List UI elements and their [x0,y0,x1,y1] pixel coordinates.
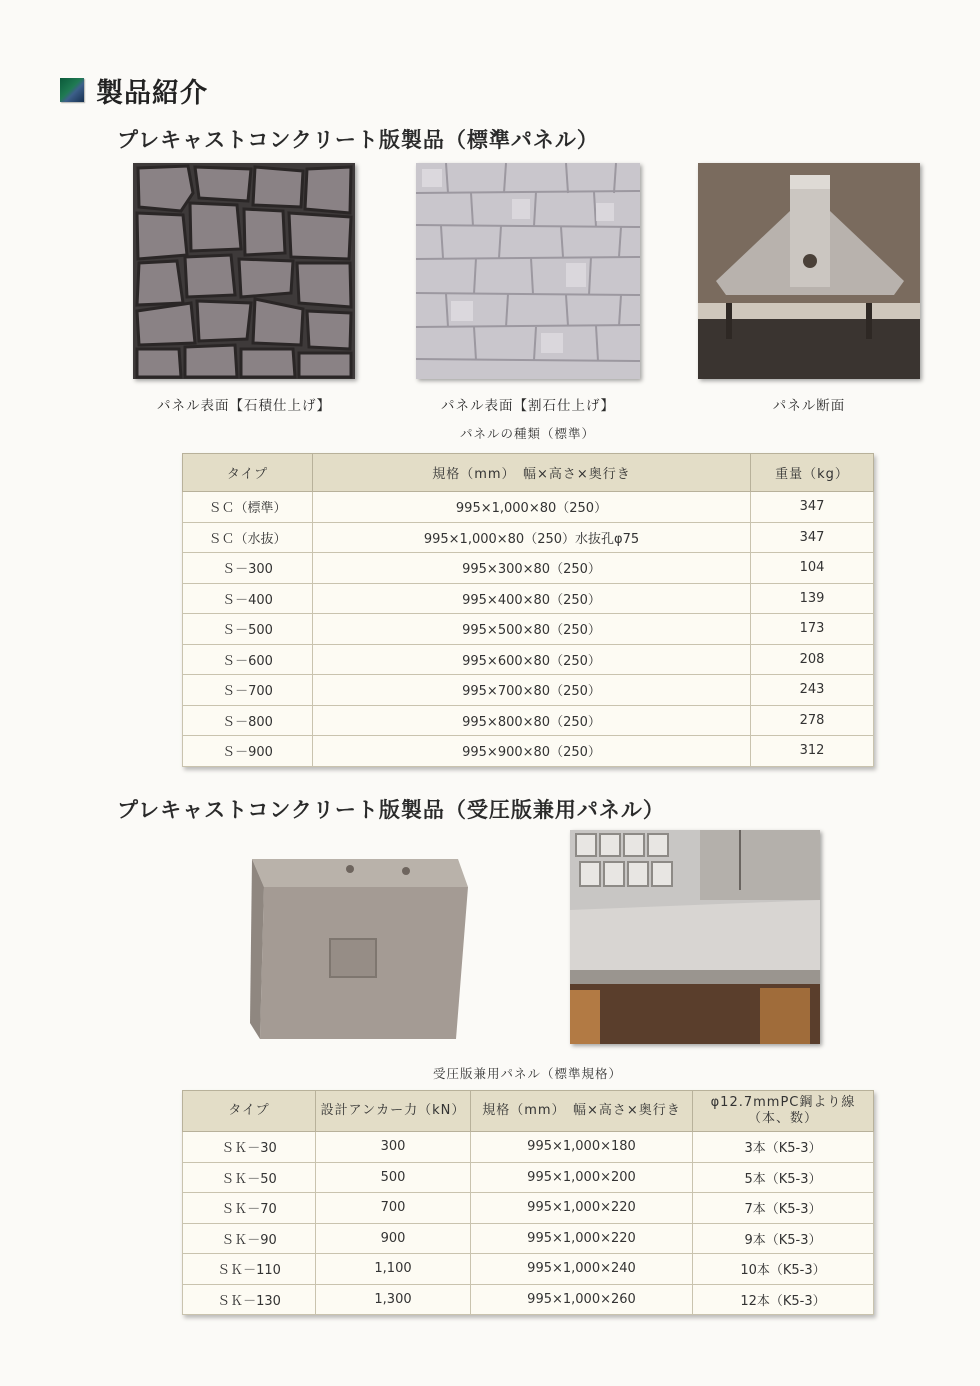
cell-type: ＳＫ－130 [183,1284,316,1315]
cell-type: ＳＣ（水抜） [183,522,313,553]
pressure-panel-photo [246,853,472,1040]
cell-type: Ｓ－700 [183,675,313,706]
table-row [183,583,874,614]
cell-type: Ｓ－800 [183,705,313,736]
section2-title: プレキャストコンクリート版製品（受圧版兼用パネル） [117,798,665,822]
cell-spec: 995×1,000×80（250）水抜孔φ75 [313,522,751,553]
cell-spec: 995×1,000×200 [471,1162,693,1193]
cell-anchor-force: 1,300 [316,1284,471,1315]
split-stone-caption: パネル表面【割石仕上げ】 [441,398,615,414]
stone-masonry-photo [133,163,355,379]
cell-spec: 995×500×80（250） [313,614,751,645]
table-row [183,644,874,675]
table-row [183,1223,874,1254]
cell-strand: 9本（K5-3） [693,1223,874,1254]
header-strand-line2: （本、数） [747,1111,818,1126]
standard-panel-table [182,453,874,767]
cell-anchor-force: 1,100 [316,1254,471,1285]
cell-strand: 5本（K5-3） [693,1162,874,1193]
cell-spec: 995×700×80（250） [313,675,751,706]
cell-spec: 995×400×80（250） [313,583,751,614]
header-type: タイプ [183,1091,316,1132]
cell-weight: 347 [751,492,874,523]
section1-title: プレキャストコンクリート版製品（標準パネル） [117,128,599,152]
cell-strand: 10本（K5-3） [693,1254,874,1285]
cell-anchor-force: 700 [316,1193,471,1224]
cell-spec: 995×900×80（250） [313,736,751,767]
panel-section-caption: パネル断面 [772,398,846,414]
cell-type: ＳＫ－90 [183,1223,316,1254]
cell-strand: 7本（K5-3） [693,1193,874,1224]
cell-type: ＳＫ－50 [183,1162,316,1193]
cell-type: Ｓ－300 [183,553,313,584]
table-row [183,492,874,523]
page-header [60,72,208,108]
table-row [183,1132,874,1163]
table2-caption: 受圧版兼用パネル（標準規格） [432,1066,622,1081]
cell-type: Ｓ－400 [183,583,313,614]
cell-strand: 3本（K5-3） [693,1132,874,1163]
panel-section-photo [698,163,920,379]
table-row [183,553,874,584]
header-weight: 重量（kg） [751,454,874,492]
table-row [183,675,874,706]
cell-weight: 208 [751,644,874,675]
header-strand [693,1091,874,1132]
header-anchor-force: 設計アンカー力（kN） [316,1091,471,1132]
table-row [183,522,874,553]
cell-weight: 173 [751,614,874,645]
cell-weight: 278 [751,705,874,736]
header-type: タイプ [183,454,313,492]
cell-type: Ｓ－900 [183,736,313,767]
cell-spec: 995×600×80（250） [313,644,751,675]
table-row [183,705,874,736]
cell-anchor-force: 900 [316,1223,471,1254]
cell-type: Ｓ－500 [183,614,313,645]
cell-spec: 995×1,000×80（250） [313,492,751,523]
table-header-row [183,1091,874,1132]
cell-weight: 243 [751,675,874,706]
cell-type: Ｓ－600 [183,644,313,675]
table-row [183,1254,874,1285]
cell-spec: 995×1,000×180 [471,1132,693,1163]
cell-spec: 995×1,000×260 [471,1284,693,1315]
heading-square-icon [60,78,84,102]
cell-type: ＳＫ－30 [183,1132,316,1163]
table-row [183,614,874,645]
cell-spec: 995×1,000×220 [471,1223,693,1254]
page-title: 製品紹介 [96,77,208,109]
header-strand-line1: φ12.7mmPC鋼より線 [710,1095,856,1110]
pressure-panel-site-photo [570,830,820,1044]
header-spec: 規格（mm） 幅×高さ×奥行き [471,1091,693,1132]
cell-weight: 312 [751,736,874,767]
cell-anchor-force: 500 [316,1162,471,1193]
stone-masonry-caption: パネル表面【石積仕上げ】 [157,398,331,414]
split-stone-photo [416,163,640,379]
cell-weight: 347 [751,522,874,553]
cell-spec: 995×1,000×220 [471,1193,693,1224]
table-row [183,736,874,767]
table1-caption: パネルの種類（標準） [459,426,595,441]
table-header-row [183,454,874,492]
cell-spec: 995×300×80（250） [313,553,751,584]
cell-type: ＳＣ（標準） [183,492,313,523]
header-spec: 規格（mm） 幅×高さ×奥行き [313,454,751,492]
cell-weight: 139 [751,583,874,614]
cell-weight: 104 [751,553,874,584]
table-row [183,1193,874,1224]
cell-anchor-force: 300 [316,1132,471,1163]
cell-spec: 995×800×80（250） [313,705,751,736]
table-row [183,1162,874,1193]
table-row [183,1284,874,1315]
cell-type: ＳＫ－110 [183,1254,316,1285]
cell-type: ＳＫ－70 [183,1193,316,1224]
cell-spec: 995×1,000×240 [471,1254,693,1285]
cell-strand: 12本（K5-3） [693,1284,874,1315]
pressure-panel-table [182,1090,874,1315]
